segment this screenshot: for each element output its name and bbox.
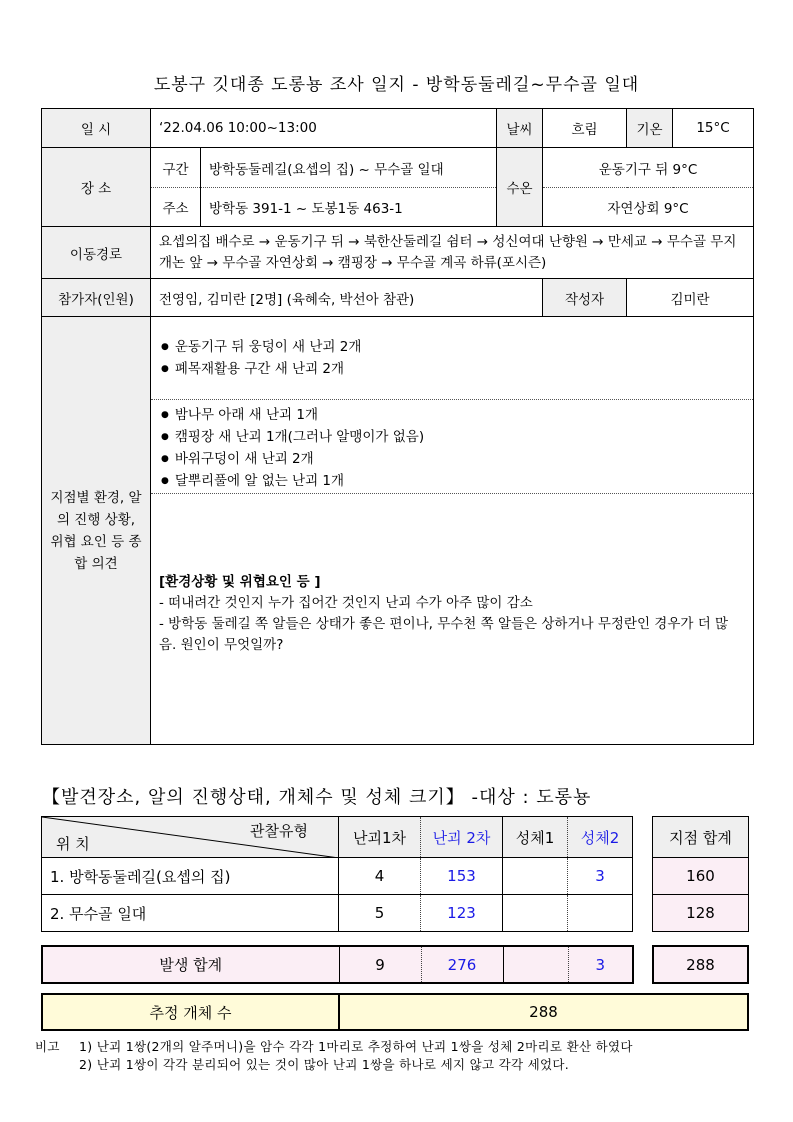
observation-label: 지점별 환경, 알의 진행 상황, 위협 요인 등 종합 의견 [42,317,151,745]
observation-group-2 [151,405,753,493]
section-value: 방학동둘레길(요셉의 집) ~ 무수골 일대 [201,148,497,188]
survey-log-table [41,108,754,745]
notes-label: 비고 [35,1039,60,1054]
environment-line: - 방학동 둘레길 쪽 알들은 상태가 좋은 편이나, 무수천 쪽 알들은 상하거나 무정란인 경우가 더 많음. 원인이 무엇일까? [159,616,729,653]
observation-cell [151,317,754,745]
observation-item: ● 운동기구 뒤 웅덩이 새 난괴 2개 [161,337,753,359]
sum-label: 발생 합계 [42,946,339,983]
row-site-name: 2. 무수골 일대 [42,895,339,932]
sum-adult-1 [503,946,568,983]
header-location: 위 치 [56,835,90,853]
sum-adult-2: 3 [568,946,633,983]
grand-total-table [652,945,749,984]
site-total-value: 160 [653,858,749,895]
dotted-divider [151,493,753,494]
header-site-total: 지점 합계 [653,817,749,858]
section-title: 【발견장소, 알의 진행상태, 개체수 및 성체 크기】 -대상 : 도롱뇽 [42,787,592,808]
site-total-value: 128 [653,895,749,932]
observation-item: ● 밤나무 아래 새 난괴 1개 [161,405,753,427]
route-value: 요셉의집 배수로 → 운동기구 뒤 → 북한산둘레길 쉼터 → 성신여대 난향원 → 만세교 → 무수골 무지개논 앞 → 무수골 자연상회 → 캠핑장 → 무수골 계곡 하류(포시즌) [151,227,754,279]
table-row [42,858,633,895]
count-table [41,816,633,932]
header-adult-1: 성체1 [503,817,568,858]
header-egg-mass-1: 난괴1차 [339,817,421,858]
weather-label: 날씨 [497,109,543,148]
estimate-label: 추정 개체 수 [42,994,339,1030]
row-egg-mass-2: 123 [421,895,503,932]
row-site-name: 1. 방학동둘레길(요셉의 집) [42,858,339,895]
date-label: 일 시 [42,109,151,148]
estimate-value: 288 [339,994,748,1030]
sum-egg-mass-1: 9 [339,946,421,983]
header-diagonal-cell [42,817,339,858]
notes [35,1038,633,1074]
water-temp-label: 수온 [497,148,543,227]
section-label: 구간 [151,148,201,188]
row-egg-mass-1: 5 [339,895,421,932]
row-adult-2: 3 [568,858,633,895]
grand-total-value: 288 [653,946,748,983]
row-adult-2 [568,895,633,932]
note-line: 1) 난괴 1쌍(2개의 알주머니)을 암수 각각 1마리로 추정하여 난괴 1쌍을 성체 2마리로 환산 하였다 [79,1039,633,1054]
writer-label: 작성자 [543,279,627,317]
observation-item: ● 캠핑장 새 난괴 1개(그러나 알맹이가 없음) [161,427,753,449]
environment-notes [151,572,753,656]
participants-value: 전영임, 김미란 [2명] (육혜숙, 박선아 참관) [151,279,543,317]
place-label: 장 소 [42,148,151,227]
sum-table [41,945,634,984]
environment-heading: [환경상황 및 위협요인 등 ] [159,574,321,590]
participants-label: 참가자(인원) [42,279,151,317]
row-adult-1 [503,858,568,895]
note-line: 2) 난괴 1쌍이 각각 분리되어 있는 것이 많아 난괴 1쌍을 하나로 세지 않고 각각 세었다. [79,1057,570,1072]
header-observation-type: 관찰유형 [250,822,308,840]
sum-egg-mass-2: 276 [421,946,503,983]
temp-value: 15°C [673,109,754,148]
dotted-divider [151,399,753,400]
address-label: 주소 [151,188,201,227]
environment-line: - 떠내려간 것인지 누가 집어간 것인지 난괴 수가 아주 많이 감소 [159,595,533,611]
sum-row [42,946,633,983]
site-total-table [652,816,749,932]
observation-item: ● 달뿌리풀에 알 없는 난괴 1개 [161,471,753,493]
row-egg-mass-2: 153 [421,858,503,895]
route-label: 이동경로 [42,227,151,279]
observation-group-1 [151,337,753,381]
header-egg-mass-2: 난괴 2차 [421,817,503,858]
weather-value: 흐림 [543,109,627,148]
temp-label: 기온 [627,109,673,148]
address-value: 방학동 391-1 ~ 도봉1동 463-1 [201,188,497,227]
observation-item: ● 바위구덩이 새 난괴 2개 [161,449,753,471]
table-row [42,895,633,932]
estimate-table [41,993,749,1031]
page-title: 도봉구 깃대종 도롱뇽 조사 일지 - 방학동둘레길~무수골 일대 [153,75,640,95]
row-egg-mass-1: 4 [339,858,421,895]
observation-item: ● 폐목재활용 구간 새 난괴 2개 [161,359,753,381]
row-adult-1 [503,895,568,932]
date-value: ‘22.04.06 10:00~13:00 [151,109,497,148]
water-temp-1: 운동기구 뒤 9°C [543,148,754,188]
header-adult-2: 성체2 [568,817,633,858]
water-temp-2: 자연상회 9°C [543,188,754,227]
writer-value: 김미란 [627,279,754,317]
